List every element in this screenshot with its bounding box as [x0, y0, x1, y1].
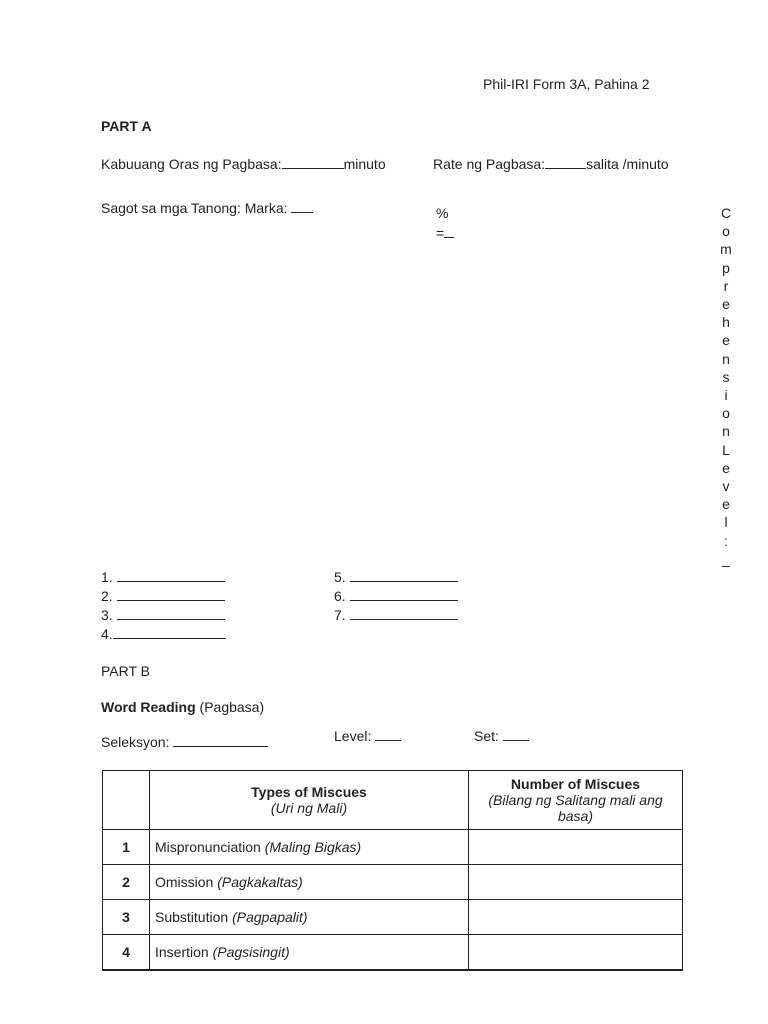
vertical-char: n	[722, 423, 730, 440]
header-types-cell	[150, 771, 469, 830]
part-a-title: PART A	[101, 118, 152, 134]
header-num-cell	[103, 771, 150, 830]
vertical-char: r	[723, 277, 729, 294]
row-type: Mispronunciation (Maling Bigkas)	[150, 830, 469, 865]
rate-blank[interactable]	[545, 156, 586, 169]
vertical-char: e	[722, 296, 730, 313]
row-count-cell[interactable]	[469, 830, 683, 865]
number-title: Number of Miscues	[510, 776, 641, 792]
seleksyon-blank[interactable]	[173, 734, 268, 747]
rate-label: Rate ng Pagbasa:	[433, 156, 546, 172]
level-blank[interactable]	[375, 728, 401, 741]
vertical-char: m	[720, 241, 732, 258]
vertical-char: L	[722, 441, 730, 458]
row-type: Omission (Pagkakaltas)	[150, 865, 469, 900]
vertical-char: _	[722, 550, 730, 567]
row-type: Substitution (Pagpapalit)	[150, 900, 469, 935]
kabuuang-oras-line	[101, 156, 386, 172]
vertical-char: v	[722, 478, 730, 495]
answer-line: 6.	[334, 587, 458, 606]
kabuuang-oras-unit: minuto	[343, 156, 386, 172]
equals-blank[interactable]	[444, 225, 454, 238]
answer-blank[interactable]	[350, 569, 458, 582]
kabuuang-oras-label: Kabuuang Oras ng Pagbasa:	[101, 156, 282, 172]
row-number: 1	[103, 830, 150, 865]
set-blank[interactable]	[503, 728, 529, 741]
vertical-char: h	[722, 314, 730, 331]
answer-blank[interactable]	[350, 607, 458, 620]
answer-line: 4.	[101, 625, 226, 644]
vertical-char: i	[724, 387, 728, 404]
table-row	[103, 935, 683, 971]
vertical-char: C	[720, 205, 732, 221]
table-row	[103, 865, 683, 900]
answer-line: 1.	[101, 568, 226, 587]
form-header: Phil-IRI Form 3A, Pahina 2	[483, 76, 650, 92]
vertical-char: p	[722, 259, 730, 276]
miscues-table	[102, 770, 683, 971]
row-number: 3	[103, 900, 150, 935]
seleksyon-label: Seleksyon:	[101, 734, 170, 750]
vertical-char: o	[722, 405, 730, 422]
row-count-cell[interactable]	[469, 935, 683, 971]
set-line	[474, 728, 529, 744]
vertical-char: o	[722, 223, 730, 240]
equals-sign: =	[436, 225, 445, 241]
row-number: 2	[103, 865, 150, 900]
row-type: Insertion (Pagsisingit)	[150, 935, 469, 971]
sagot-line	[101, 200, 313, 216]
vertical-char: e	[722, 459, 730, 476]
vertical-char: e	[722, 496, 730, 513]
vertical-char: :	[724, 532, 728, 549]
word-reading-label: Word Reading	[101, 699, 196, 715]
seleksyon-line	[101, 734, 268, 750]
vertical-char: e	[722, 332, 730, 349]
part-b-title: PART B	[101, 663, 151, 679]
answer-line: 3.	[101, 606, 226, 625]
percent-sign: %	[436, 205, 449, 221]
number-sub: (Bilang ng Salitang mali ang basa)	[488, 792, 663, 824]
table-header-row	[103, 771, 683, 830]
answer-blank[interactable]	[350, 588, 458, 601]
answer-line: 5.	[334, 568, 458, 587]
vertical-char: l	[724, 514, 728, 531]
answer-blank[interactable]	[117, 588, 225, 601]
table-row	[103, 830, 683, 865]
row-count-cell[interactable]	[469, 900, 683, 935]
kabuuang-oras-blank[interactable]	[282, 156, 344, 169]
types-title: Types of Miscues	[251, 784, 367, 800]
comprehension-level-vertical	[719, 204, 733, 568]
word-reading-sub: (Pagbasa)	[199, 699, 265, 715]
row-count-cell[interactable]	[469, 865, 683, 900]
row-number: 4	[103, 935, 150, 971]
types-sub: (Uri ng Mali)	[270, 800, 348, 816]
sagot-label: Sagot sa mga Tanong: Marka:	[101, 200, 288, 216]
rate-unit: salita /minuto	[586, 156, 669, 172]
vertical-char: n	[722, 350, 730, 367]
answer-line: 2.	[101, 587, 226, 606]
answer-blank[interactable]	[117, 569, 225, 582]
answer-line: 7.	[334, 606, 458, 625]
answer-blank[interactable]	[117, 607, 225, 620]
answers-right	[334, 568, 458, 625]
level-line	[334, 728, 401, 744]
answers-left	[101, 568, 226, 644]
word-reading-line	[101, 699, 264, 715]
equals-line	[436, 225, 454, 241]
level-label: Level:	[334, 728, 372, 744]
table-row	[103, 900, 683, 935]
set-label: Set:	[474, 728, 499, 744]
marka-blank[interactable]	[291, 200, 313, 213]
rate-line	[433, 156, 669, 172]
header-number-cell	[469, 771, 683, 830]
vertical-char: s	[722, 368, 730, 385]
answer-blank[interactable]	[113, 626, 226, 639]
